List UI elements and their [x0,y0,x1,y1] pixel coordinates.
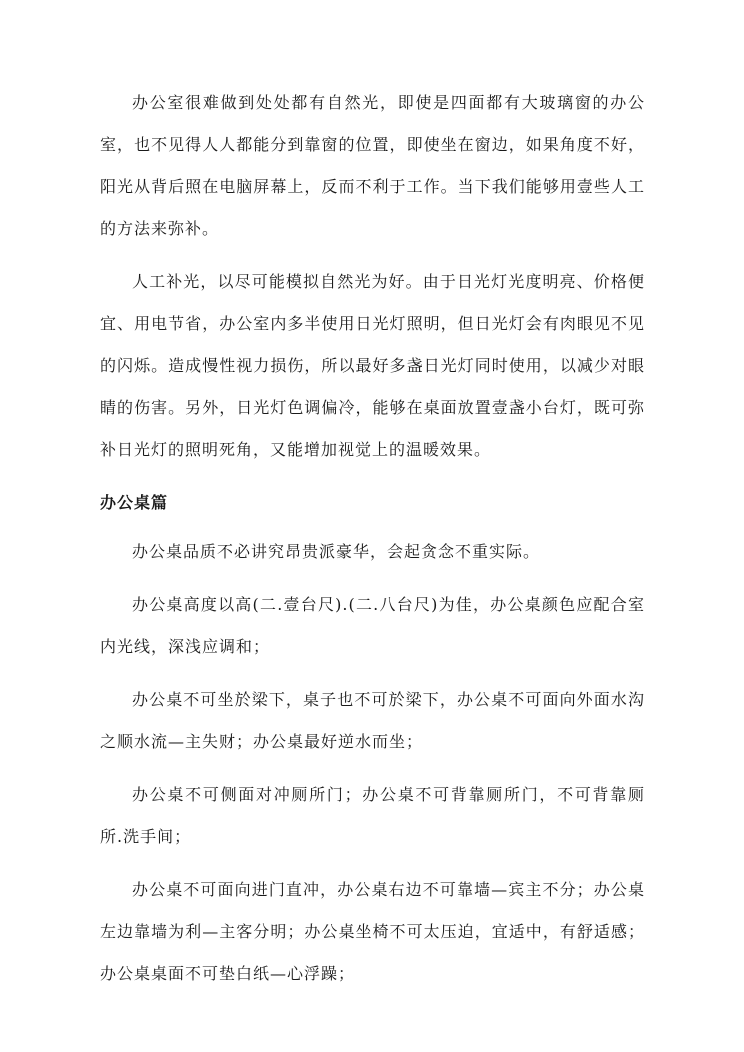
paragraph: 办公桌不可侧面对冲厕所门；办公桌不可背靠厕所门，不可背靠厕所.洗手间； [100,785,645,846]
document-body [100,82,645,995]
paragraph: 办公桌品质不必讲究昂贵派豪华，会起贪念不重实际。 [132,542,541,561]
paragraph: 办公桌高度以高(二.壹台尺).(二.八台尺)为佳，办公桌颜色应配合室内光线，深浅应调和； [100,595,645,656]
paragraph: 人工补光，以尽可能模拟自然光为好。由于日光灯光度明亮、价格便宜、用电节省，办公室内多半使用日光灯照明，但日光灯会有肉眼见不见的闪烁。造成慢性视力损伤，所以最好多盏日光灯同时使用，以减少对眼睛的伤害。另外，日光灯色调偏冷，能够在桌面放置壹盏小台灯，既可弥补日光灯的照明死角，又能增加视觉上的温暖效果。 [100,272,645,459]
paragraph: 办公桌不可面向进门直冲，办公桌右边不可靠墙—宾主不分；办公桌左边靠墙为利—主客分明；办公桌坐椅不可太压迫，宜适中，有舒适感；办公桌桌面不可垫白纸—心浮躁； [100,880,645,983]
paragraph: 办公室很难做到处处都有自然光，即使是四面都有大玻璃窗的办公室，也不见得人人都能分到靠窗的位置，即使坐在窗边，如果角度不好，阳光从背后照在电脑屏幕上，反而不利于工作。当下我们能够用壹些人工的方法来弥补。 [100,93,645,238]
section-heading: 办公桌篇 [100,493,169,512]
paragraph: 办公桌不可坐於梁下，桌子也不可於梁下，办公桌不可面向外面水沟之顺水流—主失财；办公桌最好逆水而坐； [100,690,645,751]
